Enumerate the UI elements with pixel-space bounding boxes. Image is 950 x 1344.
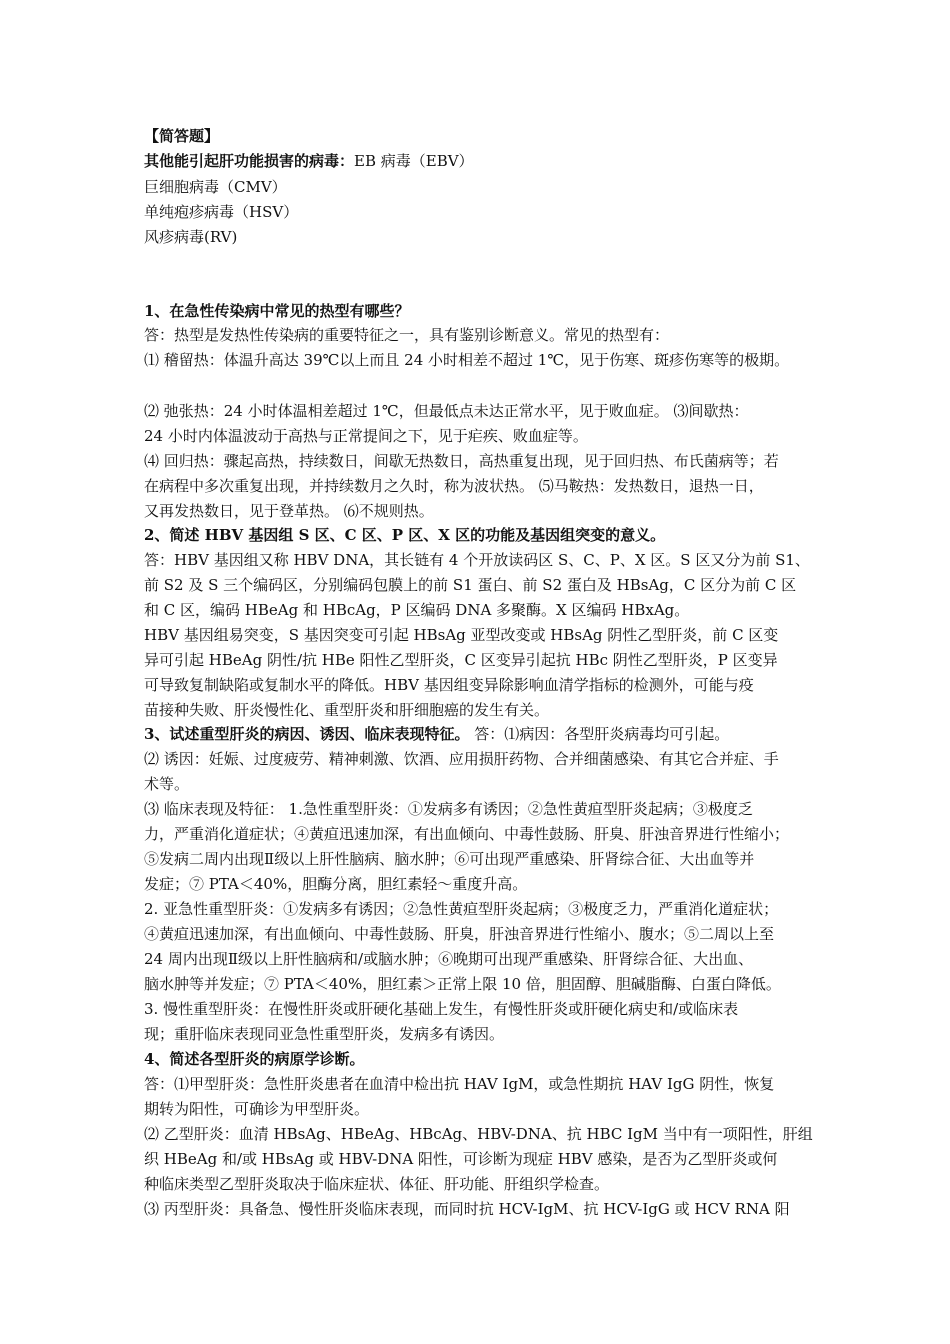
answer-line: 现；重肝临床表现同亚急性重型肝炎，发病多有诱因。 — [144, 1025, 505, 1043]
question-title: 1、在急性传染病中常见的热型有哪些？ — [144, 302, 410, 320]
answer-line: 又再发热数日，见于登革热。 ⑹不规则热。 — [144, 502, 434, 520]
question-title-line — [144, 723, 824, 745]
virus-item: 单纯疱疹病毒（HSV） — [144, 203, 299, 221]
answer-line: 和 C 区，编码 HBeAg 和 HBcAg，P 区编码 DNA 多聚酶。X 区编码 HBxAg。 — [144, 601, 690, 619]
answer-line: 答：热型是发热性传染病的重要特征之一，具有鉴别诊断意义。常见的热型有： — [144, 326, 670, 344]
answer-line: ⑴ 稽留热：体温升高达 39℃以上而且 24 小时相差不超过 1℃，见于伤寒、斑疹伤寒等的极期。 — [144, 351, 790, 369]
answer-line: ⑤发病二周内出现Ⅱ级以上肝性脑病、脑水肿；⑥可出现严重感染、肝肾综合征、大出血等并 — [144, 850, 755, 868]
answer-line: 答：HBV 基因组又称 HBV DNA，其长链有 4 个开放读码区 S、C、P、X 区。S 区又分为前 S1、 — [144, 551, 810, 569]
answer-line: 24 周内出现Ⅱ级以上肝性脑病和/或脑水肿；⑥晚期可出现严重感染、肝肾综合征、大出血、 — [144, 950, 754, 968]
answer-line: ⑶ 临床表现及特征： 1.急性重型肝炎：①发病多有诱因；②急性黄疸型肝炎起病；③极度乏 — [144, 800, 753, 818]
answer-line: 3. 慢性重型肝炎：在慢性肝炎或肝硬化基础上发生，有慢性肝炎或肝硬化病史和/或临床表 — [144, 1000, 739, 1018]
answer-line: 脑水肿等并发症；⑦ PTA＜40%，胆红素＞正常上限 10 倍，胆固醇、胆碱脂酶、白蛋白降低。 — [144, 975, 781, 993]
answer-line: 在病程中多次重复出现，并持续数月之久时，称为波状热。 ⑸马鞍热：发热数日，退热一日， — [144, 477, 764, 495]
intro-bold: 其他能引起肝功能损害的病毒： — [144, 152, 355, 170]
section-header: 【简答题】 — [144, 127, 220, 145]
answer-line: HBV 基因组易突变，S 基因突变可引起 HBsAg 亚型改变或 HBsAg 阴性乙型肝炎，前 C 区变 — [144, 626, 779, 644]
virus-item: 巨细胞病毒（CMV） — [144, 178, 287, 196]
intro-line — [144, 150, 824, 172]
question-title-tail: 答：⑴病因：各型肝炎病毒均可引起。 — [469, 725, 730, 743]
answer-line: 术等。 — [144, 775, 190, 793]
answer-line: ④黄疸迅速加深，有出血倾向、中毒性鼓肠、肝臭，肝浊音界进行性缩小、腹水；⑤二周以上至 — [144, 925, 775, 943]
answer-line: 织 HBeAg 和/或 HBsAg 或 HBV-DNA 阳性，可诊断为现症 HBV 感染，是否为乙型肝炎或何 — [144, 1150, 778, 1168]
answer-line: 可导致复制缺陷或复制水平的降低。HBV 基因组变异除影响血清学指标的检测外，可能与疫 — [144, 676, 754, 694]
answer-line: 力，严重消化道症状；④黄疸迅速加深，有出血倾向、中毒性鼓肠、肝臭、肝浊音界进行性缩小； — [144, 825, 790, 843]
answer-line: ⑵ 弛张热：24 小时体温相差超过 1℃，但最低点未达正常水平，见于败血症。 ⑶间歇热： — [144, 402, 749, 420]
virus-item: 风疹病毒(RV) — [144, 228, 238, 246]
intro-rest: EB 病毒（EBV） — [354, 152, 474, 170]
answer-line: 前 S2 及 S 三个编码区，分别编码包膜上的前 S1 蛋白、前 S2 蛋白及 HBsAg，C 区分为前 C 区 — [144, 576, 797, 594]
answer-line: 种临床类型乙型肝炎取决于临床症状、体征、肝功能、肝组织学检查。 — [144, 1175, 610, 1193]
answer-line: ⑵ 诱因：妊娠、过度疲劳、精神刺激、饮酒、应用损肝药物、合并细菌感染、有其它合并症、手 — [144, 750, 779, 768]
answer-line: 24 小时内体温波动于高热与正常提间之下，见于疟疾、败血症等。 — [144, 427, 588, 445]
question-title: 2、简述 HBV 基因组 S 区、C 区、P 区、X 区的功能及基因组突变的意义。 — [144, 526, 666, 544]
answer-line: 异可引起 HBeAg 阴性/抗 HBe 阳性乙型肝炎，C 区变异引起抗 HBc 阴性乙型肝炎，P 区变异 — [144, 651, 778, 669]
answer-line: 发症；⑦ PTA＜40%，胆酶分离，胆红素轻～重度升高。 — [144, 875, 528, 893]
answer-line: 苗接种失败、肝炎慢性化、重型肝炎和肝细胞癌的发生有关。 — [144, 701, 550, 719]
answer-line: 期转为阳性，可确诊为甲型肝炎。 — [144, 1100, 370, 1118]
answer-line: 答：⑴甲型肝炎：急性肝炎患者在血清中检出抗 HAV IgM，或急性期抗 HAV IgG 阴性，恢复 — [144, 1075, 775, 1093]
answer-line: 2. 亚急性重型肝炎：①发病多有诱因；②急性黄疸型肝炎起病；③极度乏力，严重消化道症状； — [144, 900, 779, 918]
answer-line: ⑷ 回归热：骤起高热，持续数日，间歇无热数日，高热重复出现，见于回归热、布氏菌病等；若 — [144, 452, 779, 470]
question-title: 4、简述各型肝炎的病原学诊断。 — [144, 1050, 365, 1068]
question-title: 3、试述重型肝炎的病因、诱因、临床表现特征。 — [144, 725, 470, 743]
answer-line: ⑶ 丙型肝炎：具备急、慢性肝炎临床表现，而同时抗 HCV-IgM、抗 HCV-IgG 或 HCV RNA 阳 — [144, 1200, 790, 1218]
answer-line: ⑵ 乙型肝炎：血清 HBsAg、HBeAg、HBcAg、HBV-DNA、抗 HBC IgM 当中有一项阳性，肝组 — [144, 1125, 813, 1143]
